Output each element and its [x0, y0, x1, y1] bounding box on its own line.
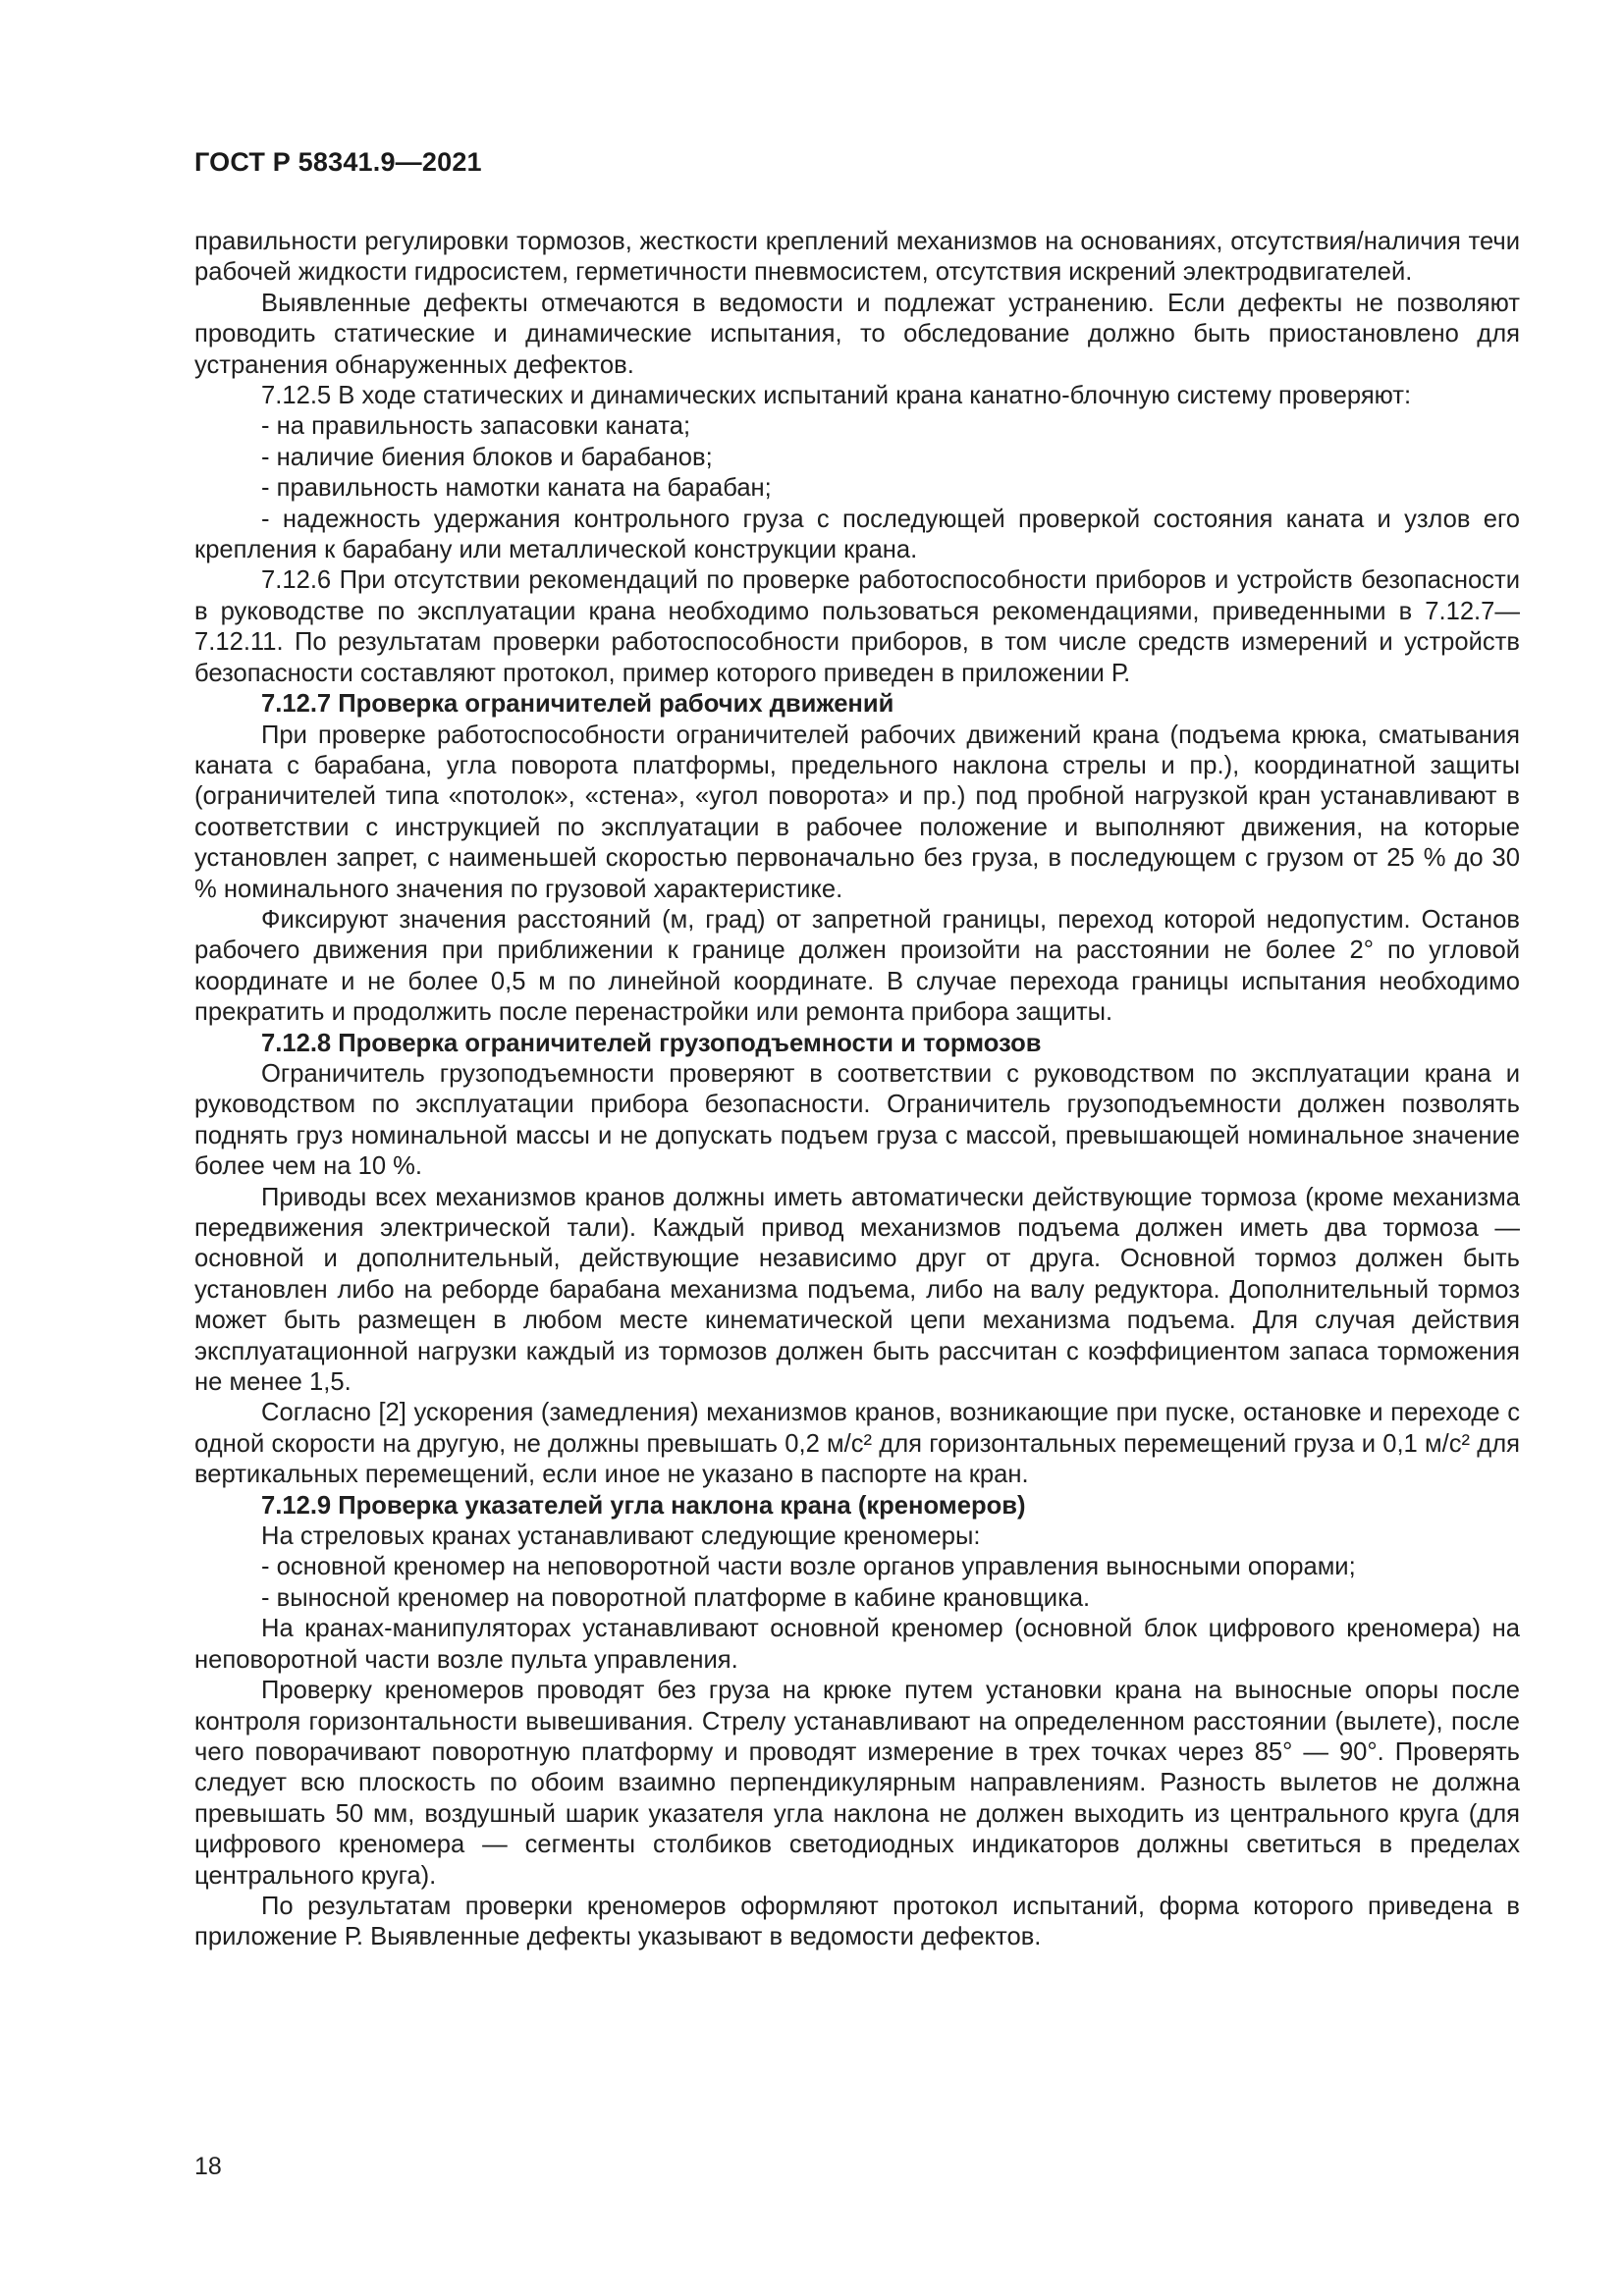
- paragraph: На стреловых кранах устанавливают следующие креномеры:: [261, 1522, 981, 1551]
- section-heading-7-12-9: 7.12.9 Проверка указателей угла наклона крана (креномеров): [261, 1491, 1026, 1520]
- document-body: [194, 227, 1520, 1953]
- section-heading-7-12-7: 7.12.7 Проверка ограничителей рабочих движений: [261, 690, 894, 719]
- clause-7-12-6: 7.12.6 При отсутствии рекомендаций по проверке работоспособности приборов и устройств безопасности в руководстве по эксплуатации крана необходимо пользоваться рекомендациями, приведенными в 7.12.7—7.12.11. По результатам проверки работоспособности приборов, в том числе средств измерений и устройств безопасности составляют протокол, пример которого приведен в приложении Р.: [194, 566, 1520, 687]
- list-item: - правильность намотки каната на барабан;: [261, 474, 772, 503]
- list-item: - на правильность запасовки каната;: [261, 412, 691, 441]
- clause-7-12-5: 7.12.5 В ходе статических и динамических испытаний крана канатно-блочную систему проверяют:: [261, 382, 1412, 410]
- paragraph: Согласно [2] ускорения (замедления) механизмов кранов, возникающие при пуске, остановке и переходе с одной скорости на другую, не должны превышать 0,2 м/с² для горизонтальных перемещений груза и 0,1 м/с² для вертикальных перемещений, если иное не указано в паспорте на кран.: [194, 1399, 1520, 1489]
- paragraph: Фиксируют значения расстояний (м, град) от запретной границы, переход которой недопустим. Останов рабочего движения при приближении к границе должен произойти на расстоянии не более 2° по угловой координате и не более 0,5 м по линейной координате. В случае перехода границы испытания необходимо прекратить и продолжить после перенастройки или ремонта прибора защиты.: [194, 905, 1520, 1027]
- list-item: - надежность удержания контрольного груза с последующей проверкой состояния каната и узлов его крепления к барабану или металлической конструкции крана.: [194, 505, 1520, 564]
- list-item: - выносной креномер на поворотной платформе в кабине крановщика.: [261, 1583, 1091, 1612]
- section-heading-7-12-8: 7.12.8 Проверка ограничителей грузоподъемности и тормозов: [261, 1029, 1042, 1057]
- paragraph: При проверке работоспособности ограничителей рабочих движений крана (подъема крюка, сматывания каната с барабана, угла поворота платформы, предельного наклона стрелы и пр.), координатной защиты (ограничителей типа «потолок», «стена», «угол поворота» и пр.) под пробной нагрузкой кран устанавливают в соответствии с инструкцией по эксплуатации в рабочее положение и выполняют движения, на которые установлен запрет, с наименьшей скоростью первоначально без груза, в последующем с грузом от 25 % до 30 % номинального значения по грузовой характеристике.: [194, 721, 1520, 903]
- page-number: 18: [194, 2153, 222, 2180]
- list-item: - наличие биения блоков и барабанов;: [261, 443, 713, 471]
- list-item: - основной креномер на неповоротной части возле органов управления выносными опорами;: [261, 1553, 1356, 1581]
- document-header: ГОСТ Р 58341.9—2021: [194, 147, 482, 177]
- paragraph: Приводы всех механизмов кранов должны иметь автоматически действующие тормоза (кроме механизма передвижения электрической тали). Каждый привод механизмов подъема должен иметь два тормоза — основной и дополнительный, действующие независимо друг от друга. Основной тормоз должен быть установлен либо на реборде барабана механизма подъема, либо на валу редуктора. Дополнительный тормоз может быть размещен в любом месте кинематической цепи механизма подъема. Для случая действия эксплуатационной нагрузки каждый из тормозов должен быть рассчитан с коэффициентом запаса торможения не менее 1,5.: [194, 1183, 1520, 1397]
- paragraph: По результатам проверки креномеров оформляют протокол испытаний, форма которого приведена в приложение Р. Выявленные дефекты указывают в ведомости дефектов.: [194, 1892, 1520, 1951]
- paragraph: Выявленные дефекты отмечаются в ведомости и подлежат устранению. Если дефекты не позволяют проводить статические и динамические испытания, то обследование должно быть приостановлено для устранения обнаруженных дефектов.: [194, 289, 1520, 379]
- paragraph: правильности регулировки тормозов, жесткости креплений механизмов на основаниях, отсутствия/наличия течи рабочей жидкости гидросистем, герметичности пневмосистем, отсутствия искрений электродвигателей.: [194, 228, 1520, 287]
- paragraph: На кранах-манипуляторах устанавливают основной креномер (основной блок цифрового креномера) на неповоротной части возле пульта управления.: [194, 1615, 1520, 1674]
- paragraph: Ограничитель грузоподъемности проверяют в соответствии с руководством по эксплуатации крана и руководством по эксплуатации прибора безопасности. Ограничитель грузоподъемности должен позволять поднять груз номинальной массы и не допускать подъем груза с массой, превышающей номинальное значение более чем на 10 %.: [194, 1059, 1520, 1181]
- paragraph: Проверку креномеров проводят без груза на крюке путем установки крана на выносные опоры после контроля горизонтальности вывешивания. Стрелу устанавливают на определенном расстоянии (вылете), после чего поворачивают поворотную платформу и проводят измерение в трех точках через 85° — 90°. Проверять следует всю плоскость по обоим взаимно перпендикулярным направлениям. Разность вылетов не должна превышать 50 мм, воздушный шарик указателя угла наклона не должен выходить из центрального круга (для цифрового креномера — сегменты столбиков светодиодных индикаторов должны светиться в пределах центрального круга).: [194, 1677, 1520, 1890]
